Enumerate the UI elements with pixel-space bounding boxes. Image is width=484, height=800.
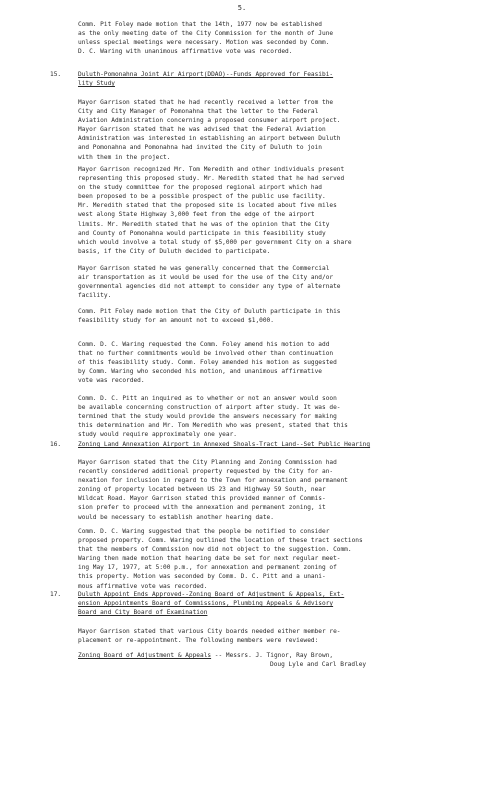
- item-heading-annexation-hearing: Zoning Land Annexation Airport in Annexed Shoals-Tract Land--Set Public Hearing: [78, 441, 371, 448]
- board-appointment-line-2: [270, 660, 460, 669]
- item-number-15: 15.: [50, 71, 62, 78]
- paragraph-meeting-date: Comm. Pit Foley made motion that the 14th, 1977 now be established as the only meeting date of the City Commission for the month of June unless special meetings were necessary. Motion was seconded by Comm. D. C. Waring with unanimous affirmative vote was recorded.: [78, 21, 334, 56]
- paragraph-annexation-motion: Comm. D. C. Waring suggested that the people be notified to consider proposed property. Comm. Waring outlined the location of these tract sections that the members of Commission now did not object to the suggestion. Comm. Waring then made motion that hearing date be set for next regular meet- ing May 17, 1977, at 5:00 p.m., for annexation and permanent zoning of this property. Motion was seconded by Comm. D. C. Pitt and a unani- mous affirmative vote was recorded.: [78, 528, 363, 590]
- paragraph-airport-letter: Mayor Garrison stated that he had recently received a letter from the City and City Manager of Pomonahna that the letter to the Federal Aviation Administration concerning a proposed consumer airport project. Mayor Garrison stated that he was advised that the Federal Aviation Administration was interested in establishing an airport between Duluth and Pomonahna and Pomonahna had invited the City of Duluth to join with them in the project.: [78, 99, 341, 161]
- paragraph-airport-amend: Comm. D. C. Waring requested the Comm. Foley amend his motion to add that no further commitments would be involved other than continuation of this feasibility study. Comm. Foley amended his motion as suggested by Comm. Waring who seconded his motion, and unanimous affirmative vote was recorded.: [78, 341, 337, 385]
- item-heading-board-appointments: Duluth Appoint Ends Approved--Zoning Board of Adjustment & Appeals, Ext- ension Appointments Board of Commissions, Plumbing Appeals & Advisory Board and City Board of Examination: [78, 591, 345, 617]
- item-number-16: 16.: [50, 441, 62, 448]
- board-members-second: Doug Lyle and Carl Bradley: [270, 661, 367, 668]
- paragraph-annexation-zoning: Mayor Garrison stated that the City Planning and Zoning Commission had recently considered additional property requested by the City for an- nexation for inclusion in regard to the Town for annexation and permanent zoning of property located between US 23 and Highway 59 South, near Wildcat Road. Mayor Garrison stated this provided manner of Commis- sion prefer to proceed with the annexation and permanent zoning, it would be necessary to establish another hearing date.: [78, 459, 348, 521]
- item-number-17: 17.: [50, 591, 62, 598]
- board-members-first: -- Messrs. J. Tignor, Ray Brown,: [211, 652, 334, 659]
- paragraph-board-review: Mayor Garrison stated that various City boards needed either member re- placement or re-appointment. The following members were reviewed:: [78, 628, 341, 645]
- paragraph-airport-motion: Comm. Pit Foley made motion that the City of Duluth participate in this feasibility study for an amount not to exceed $1,000.: [78, 308, 341, 325]
- item-heading-airport-study: Duluth-Pomonahna Joint Air Airport(DDAO)--Funds Approved for Feasibi- lity Study: [78, 71, 334, 88]
- page-number: 5.: [237, 4, 247, 12]
- paragraph-airport-meredith: Mayor Garrison recognized Mr. Tom Meredith and other individuals present representing this proposed study. Mr. Meredith stated that he had served on the study committee for the proposed regional airport which had been proposed to be a possible prospect of the public use facility. Mr. Meredith stated that the proposed site is located about five miles west along State Highway 3,000 feet from the edge of the airport limits. Mr. Meredith stated that he was of the opinion that the City and County of Pomonahna would participate in this feasibility study which would involve a total study of $5,000 per government City on a share basis, if the City of Duluth decided to participate.: [78, 166, 352, 255]
- paragraph-airport-inquiry: Comm. D. C. Pitt an inquired as to whether or not an answer would soon be available concerning construction of airport after study. It was de- termined that the study would provide the answers necessary for making this determination and Mr. Tom Meredith who was present, stated that this study would require approximately one year.: [78, 395, 348, 439]
- board-name-zoning: Zoning Board of Adjustment & Appeals: [78, 652, 212, 659]
- board-appointment-line-1: [78, 651, 458, 660]
- paragraph-airport-concern: Mayor Garrison stated he was generally concerned that the Commercial air transportation as it would be used for the use of the City and/or governmental agencies did not attempt to consider any type of alternate facility.: [78, 265, 341, 300]
